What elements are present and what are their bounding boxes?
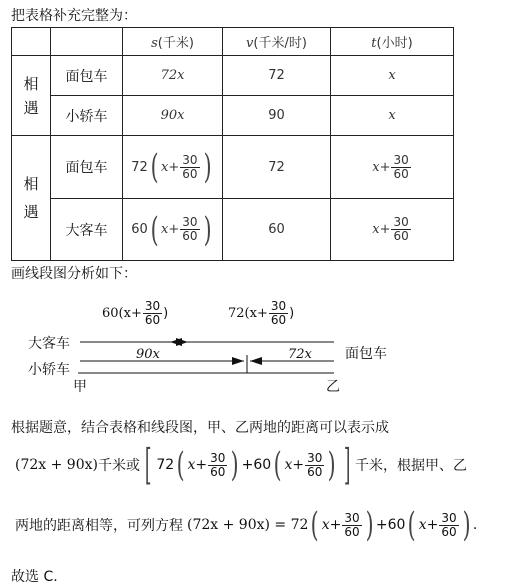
numerator: 30 — [182, 152, 198, 167]
paragraph-1: 根据题意，结合表格和线段图，甲、乙两地的距离可以表示成 — [11, 420, 389, 436]
expression-line — [15, 440, 468, 492]
van-meet-arrow-head — [250, 357, 262, 365]
x-plus: x+ — [161, 159, 180, 175]
segment-90x-label: 90x — [136, 347, 160, 362]
left-paren: ( — [273, 445, 282, 485]
numerator: 30 — [393, 215, 409, 229]
fraction — [208, 452, 227, 479]
x-plus: x+ — [372, 222, 391, 237]
segment-title: 画线段图分析如下： — [11, 266, 137, 282]
expr-sum: (72x + 90x) — [15, 457, 98, 473]
segment-72x-label: 72x — [288, 347, 312, 362]
car-label: 小轿车 — [28, 362, 70, 378]
expr-tail: 千米，根据甲、乙 — [355, 458, 468, 474]
s-variable: s — [151, 36, 158, 51]
right-paren: ) — [203, 147, 212, 187]
numerator: 30 — [393, 152, 409, 167]
label-prefix: 72(x+ — [228, 306, 268, 321]
row-v: 90 — [223, 96, 331, 136]
row-name: 面包车 — [51, 136, 123, 199]
equation-line — [15, 505, 478, 552]
numerator: 30 — [307, 450, 323, 465]
left-paren: ( — [150, 147, 159, 187]
equation-lhs: (72x + 90x) = 72 — [187, 517, 309, 533]
point-b-label: 乙 — [326, 379, 340, 395]
left-paren: ( — [150, 209, 159, 250]
v-unit: (千米/时) — [253, 36, 307, 51]
right-paren: ) — [365, 505, 374, 545]
row-t: x — [331, 96, 454, 136]
expr-unit-or: 千米或 — [97, 458, 140, 474]
row-t: x — [331, 56, 454, 96]
van-label: 面包车 — [345, 346, 387, 362]
denominator: 60 — [182, 229, 198, 243]
group-label-text-1: 相遇 — [23, 74, 39, 117]
row-v: 72 — [223, 136, 331, 199]
plus-60: +60 — [241, 457, 272, 473]
denominator: 60 — [144, 313, 161, 327]
denominator: 60 — [307, 464, 323, 479]
v-variable: v — [246, 36, 254, 51]
left-paren: ( — [311, 505, 320, 545]
left-paren: ( — [408, 505, 417, 545]
equation-end: . — [472, 517, 478, 533]
right-paren: ) — [328, 445, 337, 485]
denominator: 60 — [210, 464, 226, 479]
bus-label: 大客车 — [28, 336, 70, 352]
label-close: ) — [289, 306, 295, 321]
right-bracket: ] — [343, 440, 351, 489]
left-bracket: [ — [144, 440, 152, 489]
numerator: 30 — [344, 510, 360, 525]
coefficient: 72 — [131, 159, 148, 175]
coefficient: 60 — [131, 222, 148, 237]
car-arrow-head — [232, 357, 244, 365]
row-v: 72 — [223, 56, 331, 96]
fraction — [305, 452, 324, 479]
numerator: 30 — [144, 299, 161, 313]
denominator: 60 — [182, 166, 198, 181]
paragraph-2: 两地的距离相等，可列方程 — [15, 518, 183, 534]
plus-60: +60 — [375, 517, 406, 533]
denominator: 60 — [441, 524, 457, 539]
numerator: 30 — [210, 450, 226, 465]
row-name: 大客车 — [51, 199, 123, 261]
row-s: 72x — [123, 56, 223, 96]
denominator: 60 — [344, 524, 360, 539]
intro-text: 把表格补充完整为： — [11, 8, 137, 24]
right-paren: ) — [462, 505, 471, 545]
numerator: 30 — [182, 215, 198, 229]
t-unit: (小时) — [376, 36, 413, 51]
denominator: 60 — [270, 313, 287, 327]
row-name: 面包车 — [51, 56, 123, 96]
numerator: 30 — [270, 299, 287, 313]
denominator: 60 — [393, 166, 409, 181]
row-s: 90x — [123, 96, 223, 136]
right-paren: ) — [231, 445, 240, 485]
point-a-label: 甲 — [73, 379, 87, 395]
x-plus: x+ — [321, 517, 342, 533]
label-prefix: 60(x+ — [102, 306, 142, 321]
group-label-text-2: 相遇 — [23, 175, 39, 221]
x-plus: x+ — [161, 222, 180, 237]
row-name: 小轿车 — [51, 96, 123, 136]
right-paren: ) — [203, 209, 212, 250]
t-variable: t — [371, 36, 377, 51]
numerator: 30 — [441, 510, 457, 525]
label-close: ) — [163, 306, 169, 321]
row-v: 60 — [223, 199, 331, 261]
x-plus: x+ — [418, 517, 439, 533]
left-paren: ( — [176, 445, 185, 485]
answer-text: 故选 C. — [11, 569, 58, 585]
coef-72: 72 — [156, 457, 175, 473]
fraction — [439, 512, 458, 539]
denominator: 60 — [393, 229, 409, 243]
fraction — [342, 512, 361, 539]
x-plus: x+ — [187, 457, 208, 473]
s-unit: (千米) — [157, 36, 194, 51]
x-plus: x+ — [284, 457, 305, 473]
x-plus: x+ — [372, 159, 391, 175]
